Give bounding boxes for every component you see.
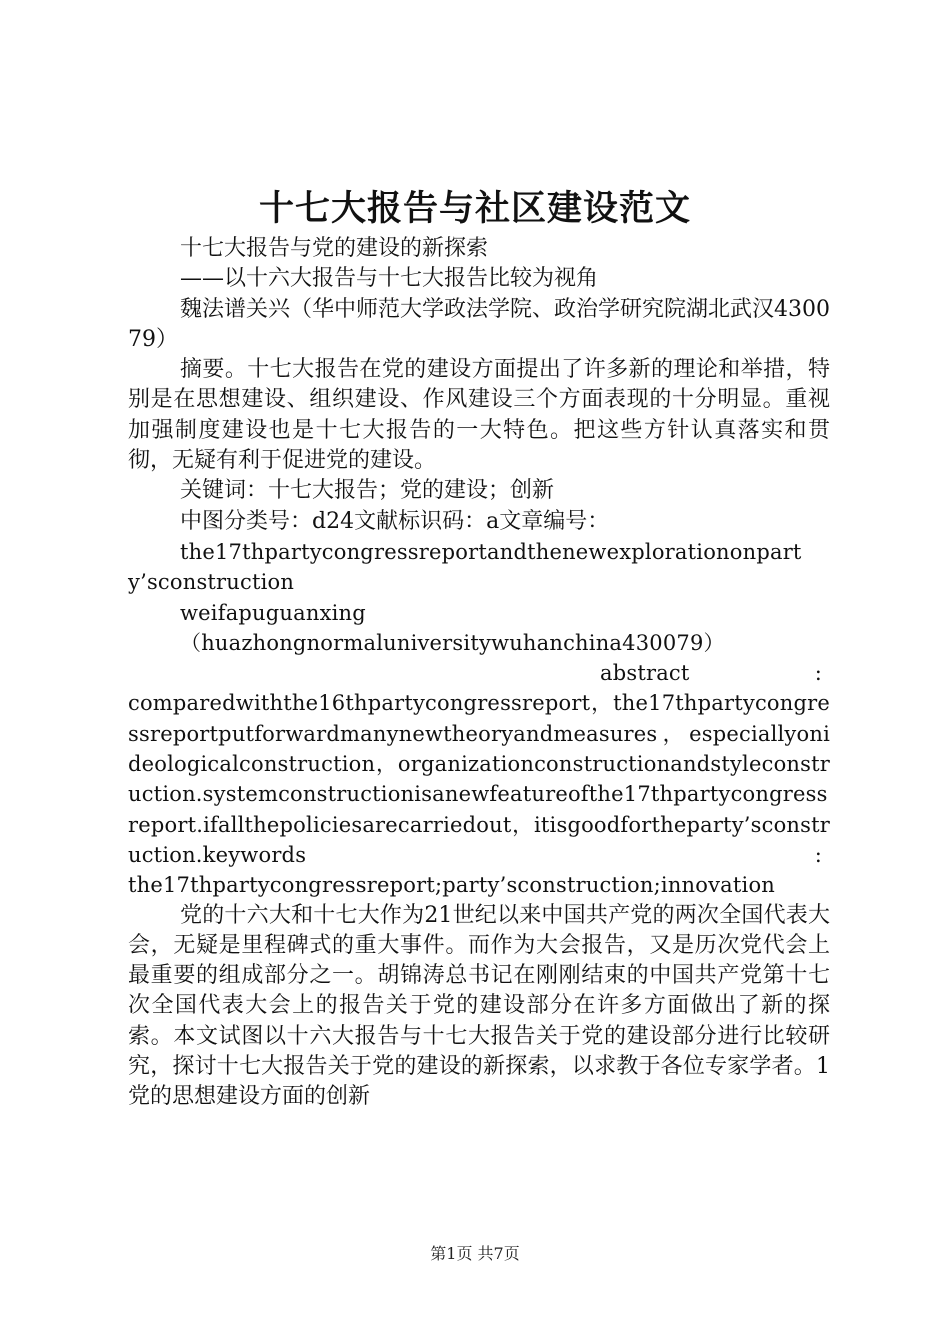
affiliation-en: （huazhongnormaluniversitywuhanchina430079） <box>180 630 725 655</box>
document-body <box>128 234 830 1113</box>
keywords-en-colon: : <box>814 842 822 867</box>
page-footer: 第1页 共7页 <box>430 1244 520 1263</box>
title-en: the17thpartycongressreportandthenewexplorationonparty’sconstruction <box>128 539 802 595</box>
abstract-en-heading <box>128 658 830 688</box>
abstract-en-body <box>128 688 830 870</box>
subtitle: 十七大报告与党的建设的新探索 <box>180 236 489 261</box>
keywords-en: the17thpartycongressreport;party’sconstruction;innovation <box>128 873 776 898</box>
authors: 魏法谱关兴（华中师范大学政法学院、政治学研究院湖北武汉430079） <box>128 296 830 352</box>
authors-en: weifapuguanxing <box>180 600 366 625</box>
abstract-en-label: abstract <box>600 661 690 686</box>
document-title: 十七大报告与社区建设范文 <box>258 188 691 229</box>
classification-line: 中图分类号：d24文献标识码：a文章编号： <box>180 508 610 534</box>
keywords-cn: 关键词：十七大报告；党的建设；创新 <box>180 478 555 504</box>
abstract-cn: 摘要。十七大报告在党的建设方面提出了许多新的理论和举措，特别是在思想建设、组织建设、作风建设三个方面表现的十分明显。重视加强制度建设也是十七大报告的一大特色。把这些方针认真落实和贯彻，无疑有利于促进党的建设。 <box>128 357 830 474</box>
intro-paragraph: 党的十六大和十七大作为21世纪以来中国共产党的两次全国代表大会，无疑是里程碑式的重大事件。而作为大会报告，又是历次党代会上最重要的组成部分之一。胡锦涛总书记在刚刚结束的中国共产党第十七次全国代表大会上的报告关于党的建设部分在许多方面做出了新的探索。本文试图以十六大报告与十七大报告关于党的建设部分进行比较研究，探讨十七大报告关于党的建设的新探索，以求教于各位专家学者。1党的思想建设方面的创新 <box>128 902 830 1110</box>
subtitle-secondary: ——以十六大报告与十七大报告比较为视角 <box>180 266 599 292</box>
abstract-en-text: comparedwiththe16thpartycongressreport，the17thpartycongressreportputforwardmanynewtheoryandmeasures，especiallyonideologicalconstruction，organizationconstructionandstyleconstruction.systemconstructionisanewfeatureofthe17thpartycongressreport.ifallthepoliciesarecarriedout，itisgoodfortheparty’sconstruction.keywords <box>128 691 830 867</box>
abstract-en-colon: : <box>814 661 822 686</box>
